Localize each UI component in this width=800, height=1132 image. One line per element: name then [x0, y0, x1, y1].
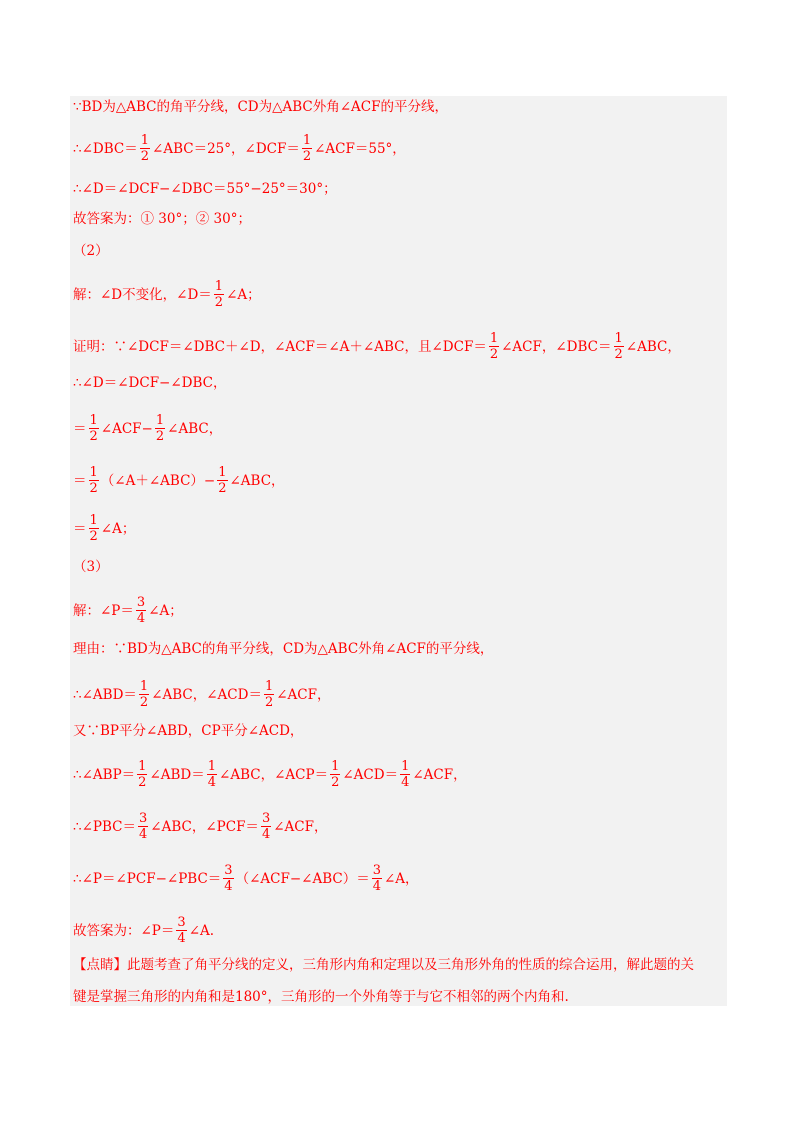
line-text: ∠ACF− [100, 420, 153, 437]
solution-line [73, 680, 331, 709]
fraction-numerator: 1 [207, 759, 217, 774]
solution-line [73, 332, 681, 361]
solution-line [73, 640, 493, 658]
line-text: ∴∠ABD＝ [73, 686, 137, 703]
solution-line [73, 760, 467, 789]
solution-line [73, 466, 285, 495]
line-text: ∠A； [100, 520, 136, 537]
fraction-numerator: 1 [214, 279, 224, 294]
fraction-numerator: 3 [224, 863, 233, 878]
fraction-denominator: 2 [89, 481, 98, 496]
fraction-denominator: 2 [331, 775, 340, 790]
fraction-numerator: 3 [177, 915, 186, 930]
fraction [489, 332, 499, 361]
line-text: ∴∠DBC＝ [73, 140, 138, 157]
line-text: ＝ [73, 420, 87, 437]
fraction-denominator: 4 [177, 931, 186, 946]
fraction-denominator: 2 [140, 149, 150, 164]
line-text: ∴∠D＝∠DCF−∠DBC， [73, 375, 227, 391]
fraction [136, 596, 146, 625]
line-text: 故答案为：∠P＝ [73, 922, 175, 939]
fraction [302, 134, 312, 163]
fraction-denominator: 2 [302, 149, 312, 164]
solution-line [73, 280, 261, 309]
fraction [372, 864, 382, 893]
fraction [217, 466, 227, 495]
fraction [137, 760, 147, 789]
fraction-numerator: 3 [261, 811, 271, 826]
fraction-denominator: 4 [136, 611, 146, 626]
fraction [139, 680, 149, 709]
line-text: ∠ABC， [625, 338, 681, 355]
line-text: ∴∠PBC＝ [73, 818, 136, 835]
fraction-denominator: 2 [489, 347, 499, 362]
line-text: ∠A， [384, 870, 419, 887]
fraction [176, 916, 186, 945]
line-text: ∠ABC，∠ACP＝ [219, 766, 329, 783]
fraction-denominator: 2 [214, 295, 224, 310]
solution-line [73, 210, 251, 228]
fraction-denominator: 4 [401, 775, 410, 790]
fraction [400, 760, 410, 789]
line-text: 解：∠P＝ [73, 602, 134, 619]
fraction-numerator: 3 [372, 863, 381, 878]
solution-line [73, 134, 406, 163]
line-text: ∠ABC， [167, 420, 223, 437]
solution-line [73, 414, 222, 443]
line-text: ∴∠ABP＝ [73, 766, 136, 783]
fraction [89, 514, 99, 543]
fraction-numerator: 3 [139, 811, 148, 826]
line-text: ∠A； [226, 286, 261, 303]
line-text: ∵BD为△ABC的角平分线，CD为△ABC外角∠ACF的平分线， [73, 99, 449, 115]
line-text: ∠ABC， [229, 472, 285, 489]
solution-line [73, 916, 214, 945]
line-text: 证明：∵∠DCF＝∠DBC＋∠D，∠ACF＝∠A＋∠ABC，且∠DCF＝ [73, 338, 487, 355]
line-text: 解：∠D不变化，∠D＝ [73, 286, 212, 303]
fraction-numerator: 1 [155, 413, 165, 428]
fraction [614, 332, 624, 361]
fraction [330, 760, 340, 789]
line-text: ∠ABC，∠PCF＝ [150, 818, 259, 835]
solution-line [73, 98, 448, 116]
line-text: ∠ACF＝55°， [314, 140, 406, 157]
fraction-numerator: 1 [264, 679, 274, 694]
line-text: （∠ACF−∠ABC）＝ [235, 870, 370, 887]
fraction-denominator: 2 [264, 695, 274, 710]
fraction-denominator: 4 [224, 879, 233, 894]
fraction [223, 864, 233, 893]
line-text: （2） [73, 243, 109, 259]
fraction [138, 812, 148, 841]
line-text: ∠ACD＝ [342, 766, 399, 783]
solution-line [73, 596, 183, 625]
fraction-denominator: 2 [614, 347, 623, 362]
fraction-denominator: 4 [139, 827, 148, 842]
solution-line [73, 988, 569, 1006]
line-text: 又∵BP平分∠ABD，CP平分∠ACD， [73, 723, 304, 739]
fraction-denominator: 2 [218, 481, 227, 496]
fraction-numerator: 1 [138, 759, 147, 774]
solution-line [73, 812, 327, 841]
fraction-denominator: 2 [155, 429, 165, 444]
fraction-numerator: 1 [218, 465, 227, 480]
solution-line [73, 180, 337, 198]
fraction-numerator: 1 [401, 759, 410, 774]
solution-line [73, 864, 419, 893]
line-text: （∠A＋∠ABC）− [100, 472, 216, 489]
fraction-denominator: 4 [207, 775, 217, 790]
line-text: ＝ [73, 520, 87, 537]
line-text: ＝ [73, 472, 87, 489]
fraction-numerator: 1 [89, 513, 98, 528]
fraction-numerator: 1 [614, 331, 623, 346]
fraction-numerator: 3 [136, 595, 146, 610]
line-text: （3） [73, 559, 109, 575]
fraction-denominator: 2 [89, 429, 98, 444]
solution-line [73, 514, 135, 543]
line-text: ∴∠P＝∠PCF−∠PBC＝ [73, 870, 222, 887]
solution-line [73, 558, 109, 576]
line-text: 【点睛】此题考查了角平分线的定义，三角形内角和定理以及三角形外角的性质的综合运用，解此题的关 [73, 957, 694, 973]
line-text: ∠A； [148, 602, 183, 619]
fraction-numerator: 1 [139, 679, 149, 694]
solution-line [73, 374, 227, 392]
line-text: ∠ABC＝25°，∠DCF＝ [152, 140, 300, 157]
line-text: ∠ACF， [412, 766, 467, 783]
fraction-denominator: 2 [138, 775, 147, 790]
fraction-numerator: 1 [331, 759, 340, 774]
fraction-denominator: 2 [139, 695, 149, 710]
line-text: ∠ABD＝ [149, 766, 205, 783]
line-text: 理由：∵BD为△ABC的角平分线，CD为△ABC外角∠ACF的平分线， [73, 641, 494, 657]
fraction-numerator: 1 [489, 331, 499, 346]
fraction-denominator: 2 [89, 529, 98, 544]
solution-line [73, 242, 109, 260]
fraction [214, 280, 224, 309]
solution-line [73, 722, 303, 740]
fraction-numerator: 1 [302, 133, 312, 148]
line-text: ∠ACF， [273, 818, 328, 835]
fraction [261, 812, 271, 841]
solution-line [73, 956, 694, 974]
fraction [155, 414, 165, 443]
line-text: 故答案为：① 30°；② 30°； [73, 211, 251, 227]
line-text: 键是掌握三角形的内角和是180°，三角形的一个外角等于与它不相邻的两个内角和. [73, 989, 569, 1005]
fraction-denominator: 4 [372, 879, 381, 894]
fraction [89, 414, 99, 443]
line-text: ∠ABC，∠ACD＝ [151, 686, 262, 703]
fraction-numerator: 1 [140, 133, 150, 148]
fraction-numerator: 1 [89, 413, 98, 428]
line-text: ∠A. [188, 922, 215, 939]
fraction [140, 134, 150, 163]
line-text: ∠ACF，∠DBC＝ [501, 338, 612, 355]
line-text: ∴∠D＝∠DCF−∠DBC＝55°−25°＝30°； [73, 181, 337, 197]
fraction-numerator: 1 [89, 465, 98, 480]
line-text: ∠ACF， [276, 686, 331, 703]
fraction-denominator: 4 [261, 827, 271, 842]
fraction [264, 680, 274, 709]
fraction [207, 760, 217, 789]
fraction [89, 466, 99, 495]
